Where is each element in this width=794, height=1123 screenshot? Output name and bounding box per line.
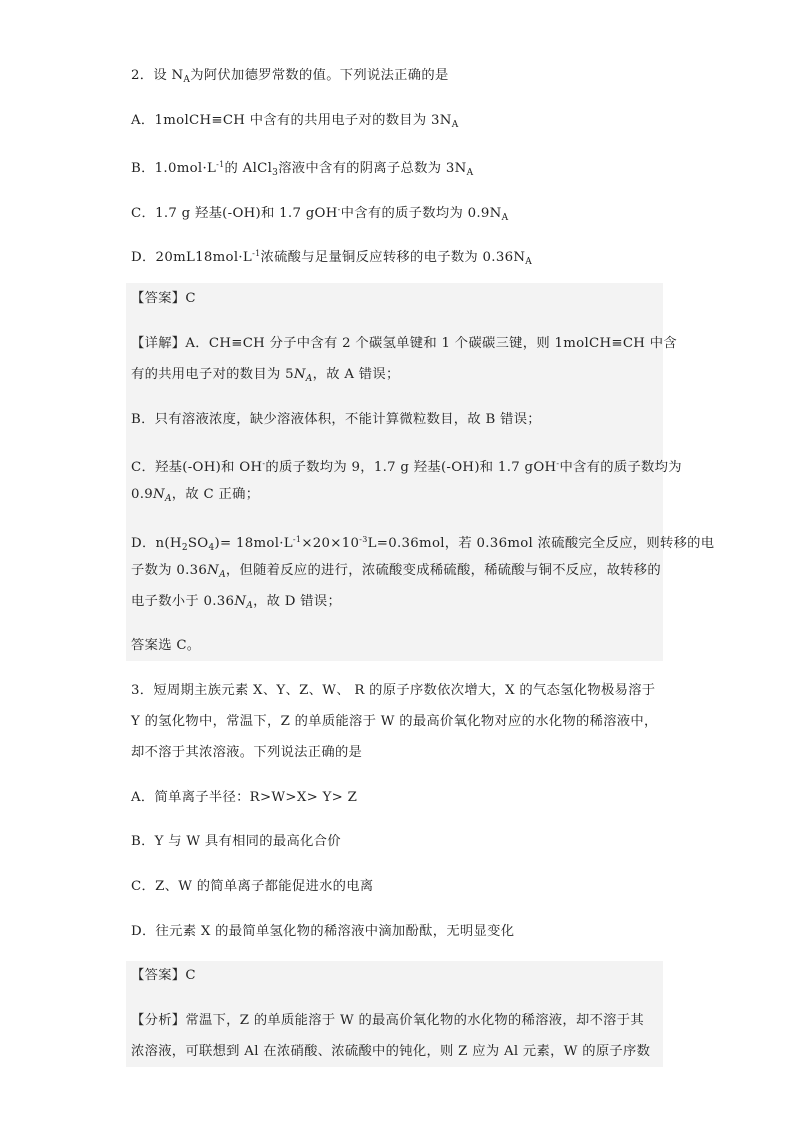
q2-detail-d-line-3: 电子数小于 $0.36N_A$，故 D 错误； [131,594,342,611]
q3-analysis-line-1: 【分析】常温下，Z 的单质能溶于 W 的最高价氧化物的水化物的稀溶液，却不溶于其 [131,1013,644,1028]
q2-option-a: A．1molCH≡CH 中含有的共用电子对的数目为 $3N_A$ [131,113,459,130]
q2-stem: 2．设 $N_A$为阿伏加德罗常数的值。下列说法正确的是 [131,68,449,85]
q2-detail-line-2: 有的共用电子对的数目为 $5N_A$，故 A 错误； [131,367,400,384]
q3-answer: 【答案】C [131,968,196,983]
q3-analysis-line-2: 浓溶液，可联想到 Al 在浓硝酸、浓硫酸中的钝化，则 Z 应为 Al 元素，W 的原子序数 [131,1044,651,1059]
q3-option-a: A．简单离子半径：R>W>X> Y> Z [131,790,358,805]
q2-answer: 【答案】C [131,291,196,306]
q2-option-b: B．$1.0mol\cdot L^{-1}$的 AlCl$_3$溶液中含有的阴离子总数为 $3N_A$ [131,160,474,178]
q2-detail-d-line-2: 子数为 $0.36N_A$，但随着反应的进行，浓硫酸变成稀硫酸，稀硫酸与铜不反应，故转移的 [131,563,661,580]
q2-option-c: C．1.7 g 羟基(-OH)和 1.7 gOH-中含有的质子数均为 $0.9N_A$ [131,205,509,223]
q3-stem-line-3: 却不溶于其浓溶液。下列说法正确的是 [131,745,363,760]
q2-detail-c-line-2: $0.9N_A$，故 C 正确； [131,487,260,504]
q2-detail-line-1: 【详解】A．CH≡CH 分子中含有 2 个碳氢单键和 1 个碳碳三键，则 1molCH≡CH 中含 [131,336,677,351]
q3-option-b: B．Y 与 W 具有相同的最高化合价 [131,834,341,849]
q3-option-c: C．Z、W 的简单离子都能促进水的电离 [131,879,374,894]
q2-detail-d-line-1: D．$n(H_2SO_4)= 18mol\cdot L^{-1}\times 20\times 10^{-3}L=0.36mol$，若 0.36mol 浓硫酸完全反应，则转移的电 [131,535,715,553]
q3-option-d: D．往元素 X 的最简单氢化物的稀溶液中滴加酚酞，无明显变化 [131,924,515,939]
q2-conclusion: 答案选 C。 [131,638,201,653]
q2-option-d: D．$20mL18mol\cdot L^{-1}$浓硫酸与足量铜反应转移的电子数为 $0.36N_A$ [131,249,533,267]
q2-detail-c-line-1: C．羟基(-OH)和 OH-的质子数均为 9，1.7 g 羟基(-OH)和 1.7 gOH-中含有的质子数均为 [131,459,682,475]
q3-stem-line-2: Y 的氢化物中，常温下，Z 的单质能溶于 W 的最高价氧化物对应的水化物的稀溶液中， [131,714,658,729]
q2-detail-b: B．只有溶液浓度，缺少溶液体积，不能计算微粒数目，故 B 错误； [131,412,541,427]
q3-stem-line-1: 3．短周期主族元素 X、Y、Z、W、 R 的原子序数依次增大，X 的气态氢化物极易溶于 [131,683,656,698]
